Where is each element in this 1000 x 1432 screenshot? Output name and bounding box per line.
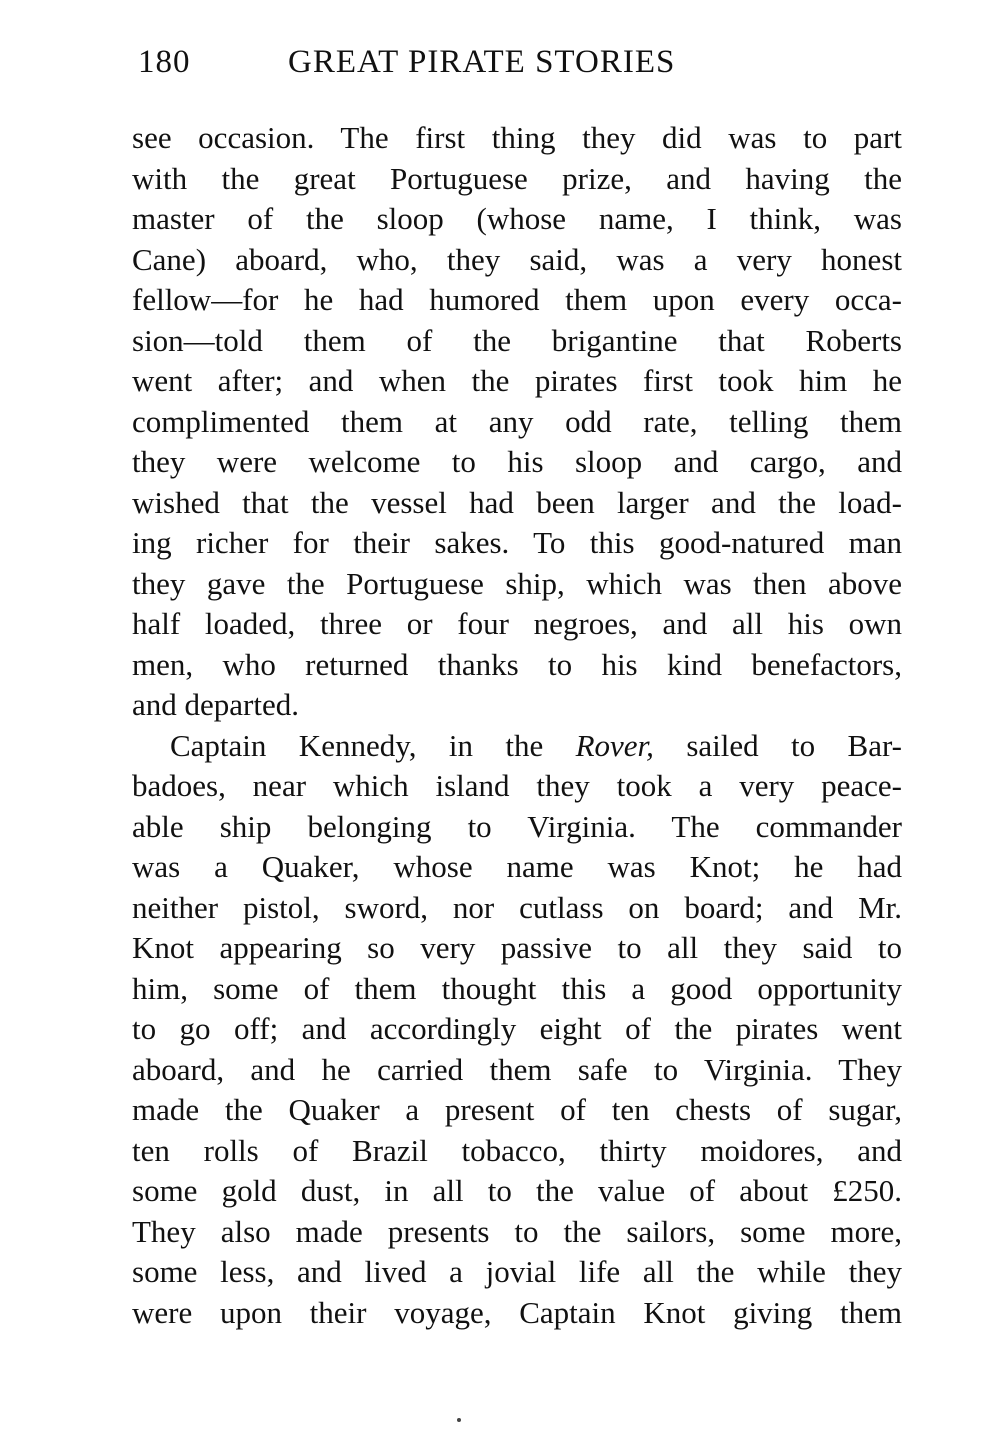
text-run: sailed to Bar- bbox=[653, 727, 902, 763]
text-line: some gold dust, in all to the value of about £250. bbox=[132, 1173, 902, 1208]
text-line: badoes, near which island they took a very peace- bbox=[132, 768, 902, 803]
body-text bbox=[132, 118, 902, 1333]
text-line: able ship belonging to Virginia. The commander bbox=[132, 808, 902, 844]
text-line: they were welcome to his sloop and cargo, and bbox=[132, 444, 902, 479]
paragraph bbox=[132, 726, 902, 1334]
text-line: were upon their voyage, Captain Knot giving them bbox=[132, 1294, 902, 1330]
text-line: complimented them at any odd rate, telling them bbox=[132, 403, 902, 439]
running-title: GREAT PIRATE STORIES bbox=[288, 44, 676, 80]
text-line: half loaded, three or four negroes, and all his own bbox=[132, 606, 902, 641]
text-line: Cane) aboard, who, they said, was a very honest bbox=[132, 241, 902, 277]
text-line: aboard, and he carried them safe to Virginia. They bbox=[132, 1051, 902, 1087]
text-line: Knot appearing so very passive to all they said to bbox=[132, 930, 902, 965]
text-line: with the great Portuguese prize, and having the bbox=[132, 160, 902, 196]
page-header bbox=[138, 44, 918, 94]
text-line: and departed. bbox=[132, 687, 299, 722]
text-line: to go off; and accordingly eight of the pirates went bbox=[132, 1011, 902, 1046]
paragraph bbox=[132, 118, 902, 726]
text-line: master of the sloop (whose name, I think, was bbox=[132, 201, 902, 236]
text-run: Captain Kennedy, in the bbox=[170, 727, 576, 763]
text-line: some less, and lived a jovial life all the while they bbox=[132, 1254, 902, 1289]
text-line: see occasion. The first thing they did was to part bbox=[132, 120, 902, 155]
text-line bbox=[132, 726, 902, 767]
text-line: men, who returned thanks to his kind benefactors, bbox=[132, 646, 902, 682]
text-line: sion—told them of the brigantine that Roberts bbox=[132, 322, 902, 358]
text-line: fellow—for he had humored them upon every occa- bbox=[132, 282, 902, 317]
text-line: neither pistol, sword, nor cutlass on board; and Mr. bbox=[132, 889, 902, 925]
page-number: 180 bbox=[138, 44, 191, 80]
text-line: was a Quaker, whose name was Knot; he had bbox=[132, 849, 902, 884]
text-line: made the Quaker a present of ten chests of sugar, bbox=[132, 1092, 902, 1127]
text-line: ing richer for their sakes. To this good-natured man bbox=[132, 525, 902, 560]
text-line: wished that the vessel had been larger and the load- bbox=[132, 484, 902, 520]
text-line: They also made presents to the sailors, some more, bbox=[132, 1213, 902, 1249]
text-line: him, some of them thought this a good opportunity bbox=[132, 970, 902, 1006]
ship-name: Rover, bbox=[575, 727, 654, 763]
text-line: they gave the Portuguese ship, which was then above bbox=[132, 565, 902, 601]
print-speck bbox=[457, 1418, 461, 1422]
text-line: went after; and when the pirates first took him he bbox=[132, 363, 902, 398]
text-line: ten rolls of Brazil tobacco, thirty moidores, and bbox=[132, 1132, 902, 1168]
